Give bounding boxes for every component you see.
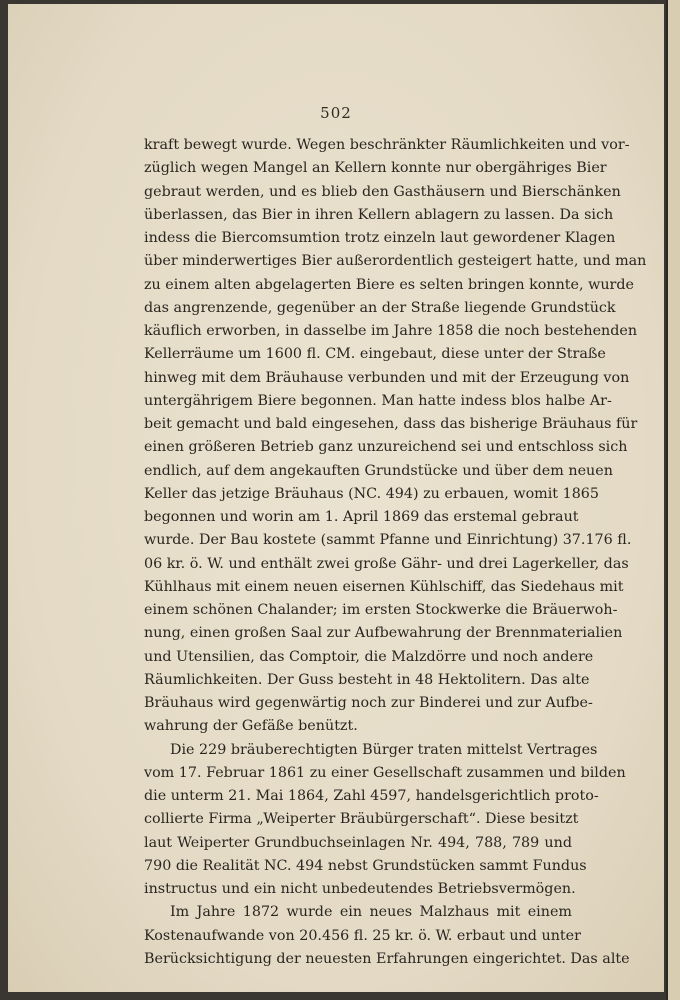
text-line: einen größeren Betrieb ganz unzureichend sei und entschloss sich: [144, 439, 628, 456]
text-line: endlich, auf dem angekauften Grundstücke und über dem neuen: [144, 462, 613, 479]
text-line: collierte Firma „Weiperter Bräubürgerschaft“. Diese besitzt: [144, 811, 579, 828]
text-line: laut Weiperter Grundbuchseinlagen Nr. 494, 788, 789 und: [144, 834, 572, 851]
text-line: züglich wegen Mangel an Kellern konnte nur obergähriges Bier: [144, 160, 607, 177]
text-line: kraft bewegt wurde. Wegen beschränkter Räumlichkeiten und vor-: [144, 137, 630, 153]
text-line: vom 17. Februar 1861 zu einer Gesellschaft zusammen und bilden: [144, 764, 626, 781]
text-line: und Utensilien, das Comptoir, die Malzdörre und noch andere: [144, 648, 594, 665]
text-line: beit gemacht und bald eingesehen, dass das bisherige Bräuhaus für: [144, 416, 638, 432]
next-page-edge: [666, 0, 680, 1000]
text-line: Die 229 bräuberechtigten Bürger traten mittelst Vertrages: [170, 741, 598, 758]
text-line: indess die Biercomsumtion trotz einzeln laut gewordener Klagen: [144, 230, 616, 246]
text-line: wahrung der Gefäße benützt.: [144, 718, 358, 735]
text-line: Bräuhaus wird gegenwärtig noch zur Binderei und zur Aufbe-: [144, 695, 593, 711]
text-line: Im Jahre 1872 wurde ein neues Malzhaus mit einem: [170, 904, 572, 921]
text-line: Kellerräume um 1600 fl. CM. eingebaut, diese unter der Straße: [144, 346, 606, 363]
text-line: über minderwertiges Bier außerordentlich gesteigert hatte, und man: [144, 253, 647, 270]
text-line: käuflich erworben, in dasselbe im Jahre 1858 die noch bestehenden: [144, 323, 638, 339]
text-line: einem schönen Chalander; im ersten Stockwerke die Bräuerwoh-: [144, 602, 618, 618]
text-line: Keller das jetzige Bräuhaus (NC. 494) zu erbauen, womit 1865: [144, 485, 599, 502]
text-line: Kühlhaus mit einem neuen eisernen Kühlschiff, das Siedehaus mit: [144, 578, 624, 595]
text-line: untergährigem Biere begonnen. Man hatte indess blos halbe Ar-: [144, 392, 612, 409]
text-line: das angrenzende, gegenüber an der Straße liegende Grundstück: [144, 299, 616, 316]
page-number: 502: [320, 104, 352, 122]
text-line: hinweg mit dem Bräuhause verbunden und mit der Erzeugung von: [144, 369, 630, 386]
text-line: Räumlichkeiten. Der Guss besteht in 48 Hektolitern. Das alte: [144, 671, 590, 688]
text-line: 06 kr. ö. W. und enthält zwei große Gähr- und drei Lagerkeller, das: [144, 555, 629, 572]
text-line: gebraut werden, und es blieb den Gasthäusern und Bierschänken: [144, 183, 621, 200]
text-line: Kostenaufwande von 20.456 fl. 25 kr. ö. W. erbaut und unter: [144, 927, 581, 944]
text-line: nung, einen großen Saal zur Aufbewahrung der Brennmaterialien: [144, 625, 623, 642]
text-line: begonnen und worin am 1. April 1869 das erstemal gebraut: [144, 509, 579, 525]
text-line: 790 die Realität NC. 494 nebst Grundstücken sammt Fundus: [144, 857, 587, 874]
text-line: Berücksichtigung der neuesten Erfahrungen eingerichtet. Das alte: [144, 950, 630, 967]
text-line: die unterm 21. Mai 1864, Zahl 4597, handelsgerichtlich proto-: [144, 788, 599, 804]
text-line: wurde. Der Bau kostete (sammt Pfanne und Einrichtung) 37.176 fl.: [144, 532, 632, 549]
text-line: instructus und ein nicht unbedeutendes Betriebsvermögen.: [144, 881, 576, 897]
book-page: [8, 4, 664, 992]
text-line: überlassen, das Bier in ihren Kellern ablagern zu lassen. Da sich: [144, 206, 614, 223]
text-line: zu einem alten abgelagerten Biere es selten bringen konnte, wurde: [144, 276, 634, 293]
body-text: [144, 134, 647, 971]
